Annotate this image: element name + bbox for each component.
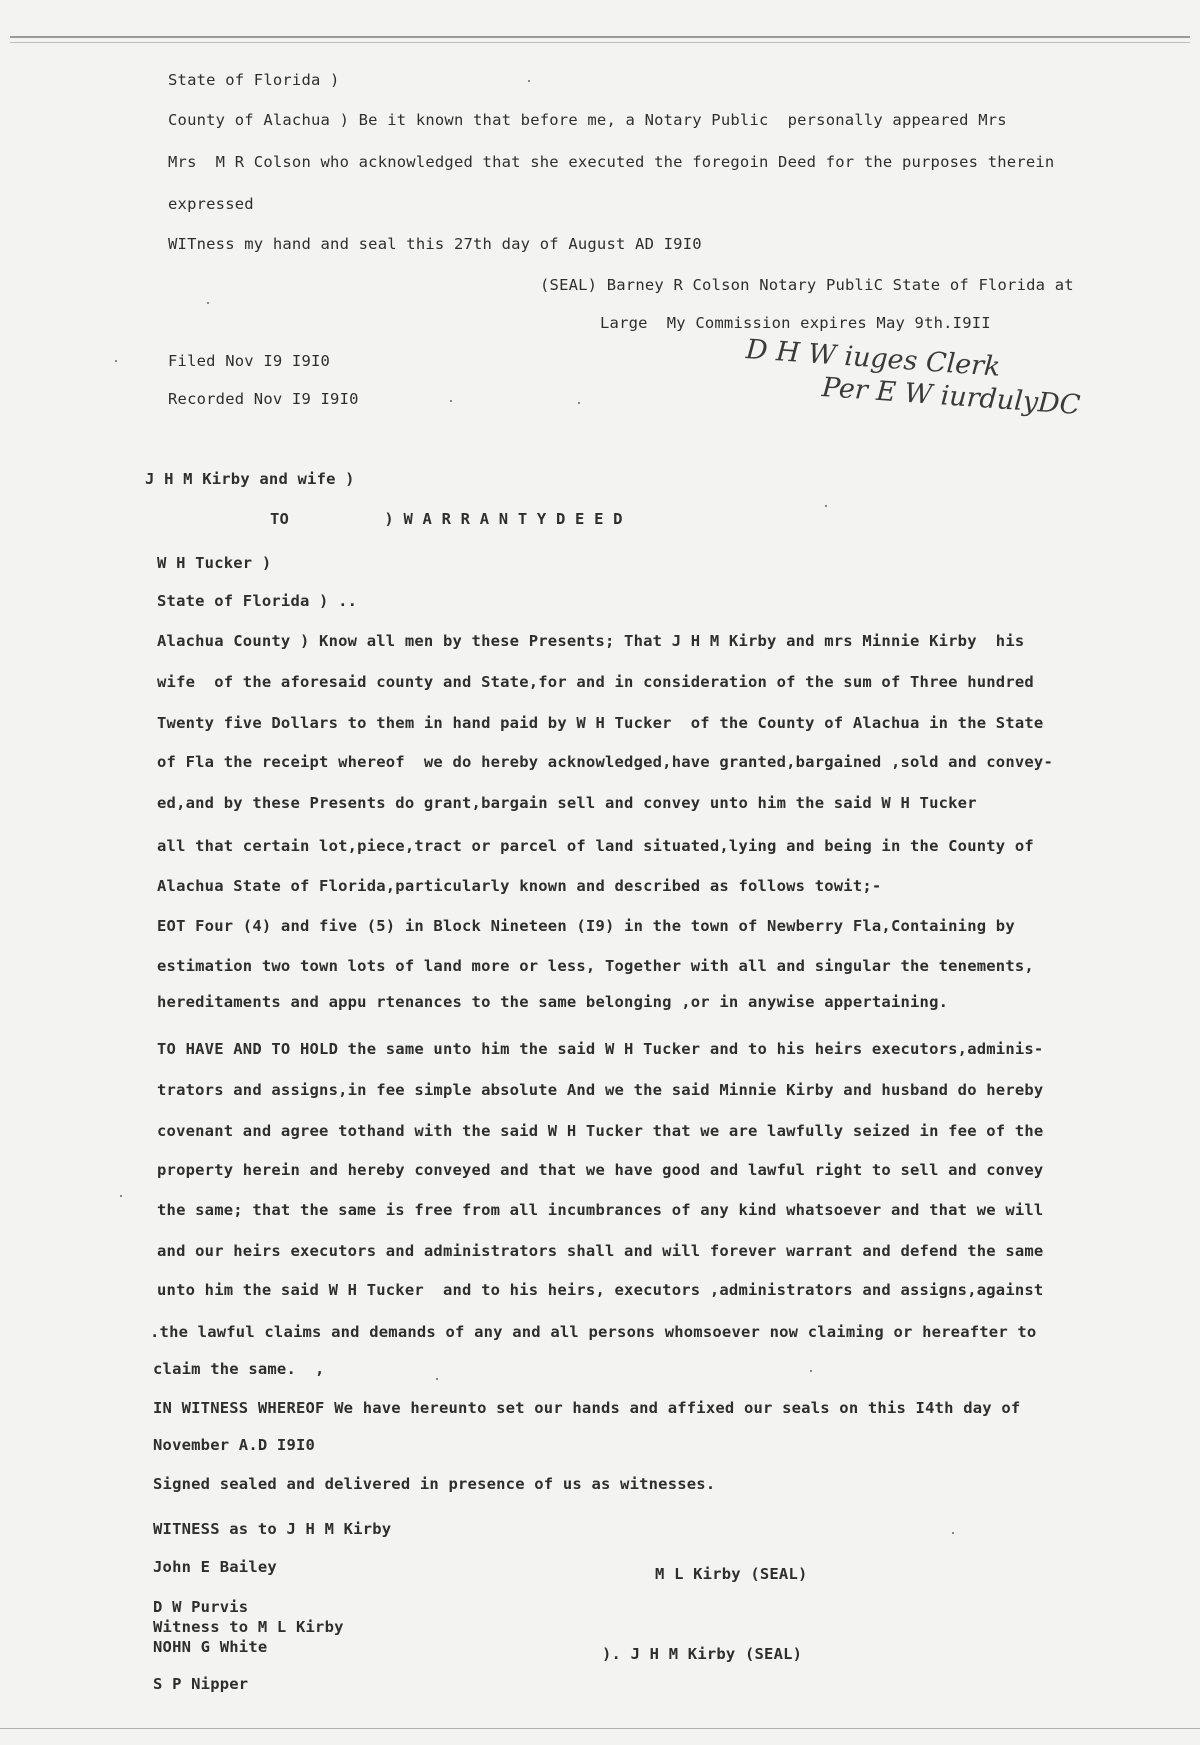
deed-body-line-14: property herein and hereby conveyed and that we have good and lawful right to sell and convey bbox=[157, 1161, 1044, 1179]
deed-body-line-4: of Fla the receipt whereof we do hereby acknowledged,have granted,bargained ,sold and convey- bbox=[157, 753, 1053, 771]
deed-body-line-2: wife of the aforesaid county and State,for and in consideration of the sum of Three hundred bbox=[157, 673, 1034, 691]
deed-body-line-8: EOT Four (4) and five (5) in Block Nineteen (I9) in the town of Newberry Fla,Containing by bbox=[157, 917, 1015, 935]
deed-body-line-19: claim the same. , bbox=[153, 1360, 325, 1378]
ack-line-4: expressed bbox=[168, 195, 254, 213]
commission-line: Large My Commission expires May 9th.I9II bbox=[600, 314, 991, 332]
witness-sp-nipper: S P Nipper bbox=[153, 1675, 249, 1693]
deed-body-line-16: and our heirs executors and administrators shall and will forever warrant and defend the same bbox=[157, 1242, 1044, 1260]
scan-speck bbox=[120, 1195, 122, 1197]
deed-body-line-20: IN WITNESS WHEREOF We have hereunto set our hands and affixed our seals on this I4th day of bbox=[153, 1399, 1021, 1417]
scan-speck bbox=[115, 360, 117, 362]
ack-line-2: County of Alachua ) Be it known that before me, a Notary Public personally appeared Mrs bbox=[168, 111, 1007, 129]
recorded-line: Recorded Nov I9 I9I0 bbox=[168, 390, 359, 408]
notary-seal-line: (SEAL) Barney R Colson Notary PubliC State of Florida at bbox=[540, 276, 1074, 294]
deed-body-line-12: trators and assigns,in fee simple absolute And we the said Minnie Kirby and husband do hereby bbox=[157, 1081, 1044, 1099]
scan-speck bbox=[207, 302, 209, 304]
deed-body-line-18: .the lawful claims and demands of any and all persons whomsoever now claiming or hereafter to bbox=[150, 1323, 1037, 1341]
deed-body-line-22: Signed sealed and delivered in presence of us as witnesses. bbox=[153, 1475, 716, 1493]
witness-heading: WITNESS as to J H M Kirby bbox=[153, 1520, 392, 1538]
clerk-signature-line-1: D H W iuges Clerk bbox=[744, 334, 1002, 383]
witness-john-bailey: John E Bailey bbox=[153, 1558, 277, 1576]
deed-caption-state: State of Florida ) .. bbox=[157, 592, 358, 610]
scan-speck bbox=[952, 1532, 954, 1534]
deed-caption-title: TO ) W A R R A N T Y D E E D bbox=[270, 510, 623, 528]
scan-speck bbox=[825, 505, 827, 507]
witness-to-ml-kirby: Witness to M L Kirby bbox=[153, 1618, 344, 1636]
deed-body-line-13: covenant and agree tothand with the said W H Tucker that we are lawfully seized in fee of the bbox=[157, 1122, 1044, 1140]
signature-jhm-kirby: ). J H M Kirby (SEAL) bbox=[602, 1645, 803, 1663]
deed-caption-grantee: W H Tucker ) bbox=[157, 554, 272, 572]
deed-body-line-10: hereditaments and appu rtenances to the same belonging ,or in anywise appertaining. bbox=[157, 993, 949, 1011]
witness-john-white: NOHN G White bbox=[153, 1638, 268, 1656]
deed-body-line-6: all that certain lot,piece,tract or parcel of land situated,lying and being in the County of bbox=[157, 837, 1034, 855]
bottom-rule bbox=[0, 1728, 1200, 1729]
deed-body-line-3: Twenty five Dollars to them in hand paid by W H Tucker of the County of Alachua in the State bbox=[157, 714, 1044, 732]
ack-line-3: Mrs M R Colson who acknowledged that she executed the foregoin Deed for the purposes therein bbox=[168, 153, 1055, 171]
deed-body-line-11: TO HAVE AND TO HOLD the same unto him the said W H Tucker and to his heirs executors,adminis- bbox=[157, 1040, 1044, 1058]
clerk-signature-line-2: Per E W iurdulyDC bbox=[820, 372, 1082, 422]
scan-speck bbox=[578, 402, 580, 404]
scan-speck bbox=[450, 400, 452, 402]
top-rule-secondary bbox=[10, 42, 1190, 43]
deed-body-line-21: November A.D I9I0 bbox=[153, 1436, 316, 1454]
signature-ml-kirby: M L Kirby (SEAL) bbox=[655, 1565, 808, 1583]
deed-body-line-5: ed,and by these Presents do grant,bargain sell and convey unto him the said W H Tucker bbox=[157, 794, 977, 812]
deed-body-line-9: estimation two town lots of land more or less, Together with all and singular the tenements, bbox=[157, 957, 1034, 975]
scan-speck bbox=[810, 1370, 812, 1372]
deed-body-line-7: Alachua State of Florida,particularly known and described as follows towit;- bbox=[157, 877, 882, 895]
deed-body-line-15: the same; that the same is free from all incumbrances of any kind whatsoever and that we will bbox=[157, 1201, 1044, 1219]
deed-caption-grantor: J H M Kirby and wife ) bbox=[145, 470, 355, 488]
witness-dw-purvis: D W Purvis bbox=[153, 1598, 249, 1616]
deed-body-line-1: Alachua County ) Know all men by these Presents; That J H M Kirby and mrs Minnie Kirby his bbox=[157, 632, 1025, 650]
top-rule bbox=[10, 36, 1190, 38]
scan-speck bbox=[528, 80, 530, 82]
ack-line-5: WITness my hand and seal this 27th day of August AD I9I0 bbox=[168, 235, 702, 253]
filed-line: Filed Nov I9 I9I0 bbox=[168, 352, 331, 370]
deed-body-line-17: unto him the said W H Tucker and to his heirs, executors ,administrators and assigns,against bbox=[157, 1281, 1044, 1299]
ack-line-1: State of Florida ) bbox=[168, 71, 340, 89]
scan-speck bbox=[436, 1378, 438, 1380]
